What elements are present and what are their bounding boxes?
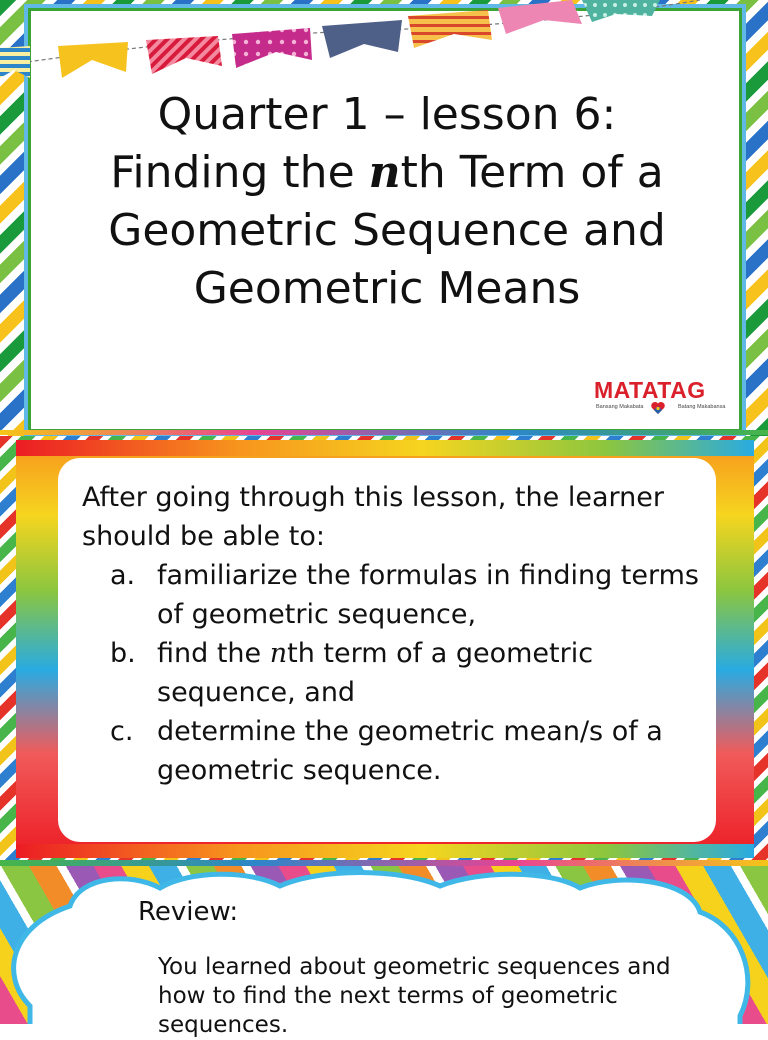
- pennant: [498, 0, 582, 34]
- pennant: [582, 0, 660, 22]
- objective-marker: b.: [110, 638, 136, 669]
- logo-tagline-right: Batang Makabansa: [678, 404, 726, 410]
- objective-text: find the: [157, 638, 270, 669]
- pennant: [322, 20, 402, 58]
- pennant: [232, 28, 312, 68]
- objective-text: determine the geometric mean/s of a geometric sequence.: [157, 716, 663, 786]
- pennant: [0, 46, 30, 78]
- objective-marker: a.: [110, 560, 136, 591]
- objective-text: familiarize the formulas in finding terms of geometric sequence,: [157, 560, 700, 630]
- objective-variable: n: [269, 638, 288, 669]
- objective-item: [82, 634, 712, 712]
- objectives-list: [82, 556, 712, 790]
- title-line: Geometric Means: [193, 263, 581, 314]
- lesson-title: [40, 86, 734, 318]
- logo-wordmark: MATATAG: [594, 377, 706, 403]
- objectives-intro: After going through this lesson, the learner should be able to:: [82, 482, 664, 552]
- title-variable: n: [368, 147, 401, 198]
- title-slide: [0, 0, 768, 436]
- review-body: You learned about geometric sequences and how to find the next terms of geometric sequences.: [158, 954, 671, 1038]
- pennant: [408, 10, 492, 48]
- title-line: [40, 144, 734, 202]
- objective-item: [82, 712, 712, 790]
- title-text: th Term of a: [400, 147, 664, 198]
- slide-divider: [0, 430, 768, 435]
- objective-text: th term of a geometric sequence, and: [157, 638, 594, 708]
- heart-icon: [650, 400, 666, 416]
- objectives-content: [82, 478, 712, 790]
- bunting-decoration: [0, 0, 768, 90]
- review-heading: Review:: [138, 897, 239, 927]
- title-text: Finding the: [110, 147, 369, 198]
- logo-tagline-left: Bansang Makabata: [596, 404, 644, 410]
- objective-marker: c.: [110, 716, 134, 747]
- pennant: [146, 36, 222, 74]
- objective-item: [82, 556, 712, 634]
- title-line: Geometric Sequence and: [108, 205, 666, 256]
- title-line: Quarter 1 – lesson 6:: [157, 89, 617, 140]
- pennant: [58, 42, 128, 78]
- matatag-logo: [594, 378, 726, 422]
